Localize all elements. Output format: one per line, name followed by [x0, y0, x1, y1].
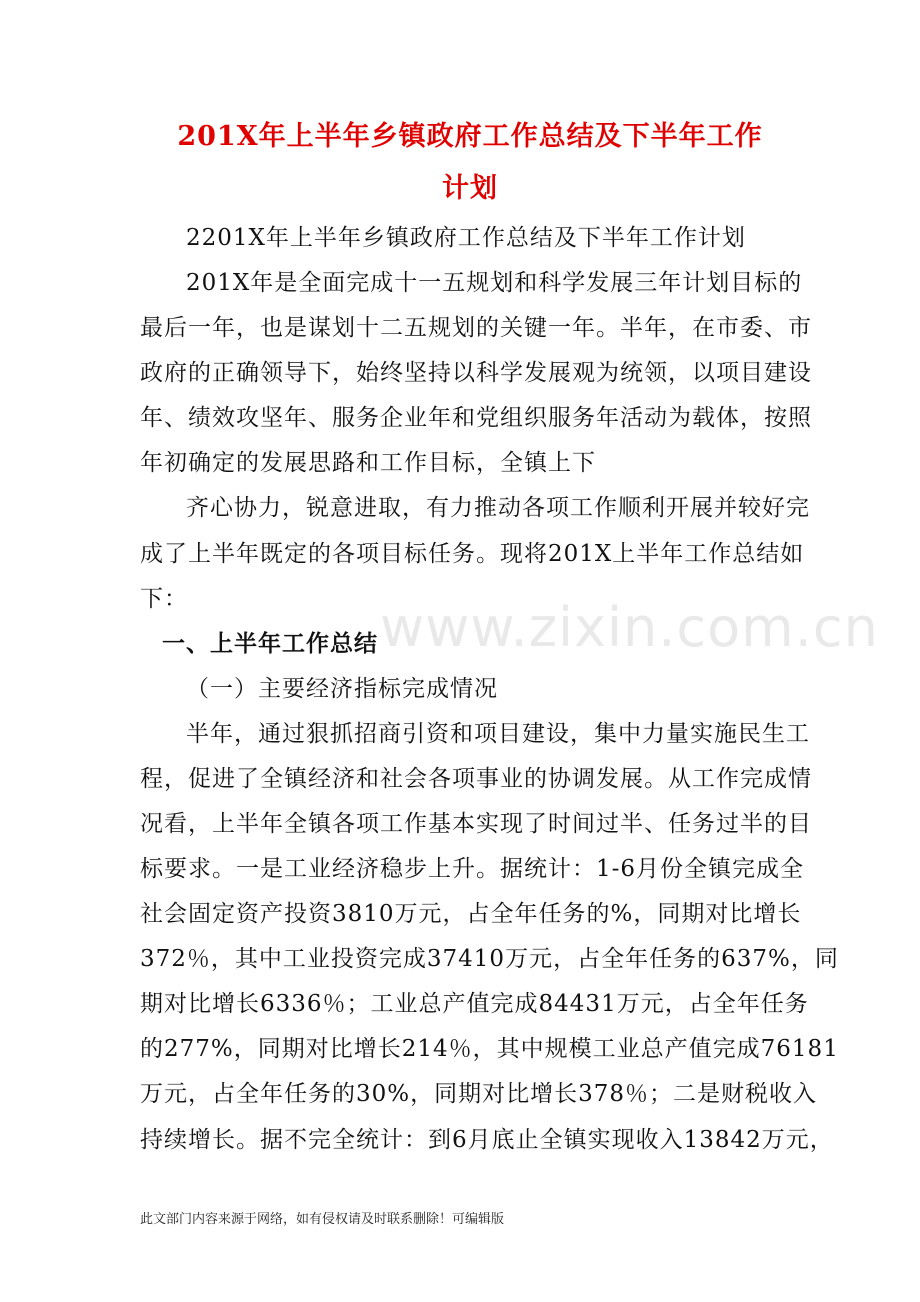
- document-subtitle: 2201X年上半年乡镇政府工作总结及下半年工作计划: [186, 225, 746, 251]
- paragraph-line: 的277%，同期对比增长214％，其中规模工业总产值完成76181: [140, 1036, 839, 1062]
- footer-disclaimer: 此文部门内容来源于网络，如有侵权请及时联系删除！可编辑版: [140, 1212, 505, 1227]
- paragraph-line: 况看，上半年全镇各项工作基本实现了时间过半、任务过半的目: [140, 811, 812, 837]
- paragraph-line: 齐心协力，锐意进取，有力推动各项工作顺利开展并较好完: [186, 495, 810, 521]
- paragraph-line: 成了上半年既定的各项目标任务。现将201X上半年工作总结如: [140, 541, 805, 567]
- document-title-line-1: 201X年上半年乡镇政府工作总结及下半年工作: [177, 121, 763, 152]
- paragraph-line: 程，促进了全镇经济和社会各项事业的协调发展。从工作完成情: [140, 766, 812, 792]
- paragraph-line: 标要求。一是工业经济稳步上升。据统计：1-6月份全镇完成全: [140, 856, 805, 882]
- paragraph-line: 半年，通过狠抓招商引资和项目建设，集中力量实施民生工: [186, 721, 810, 747]
- paragraph-line: 持续增长。据不完全统计：到6月底止全镇实现收入13842万元，: [140, 1127, 834, 1153]
- paragraph-line: 最后一年，也是谋划十二五规划的关键一年。半年，在市委、市: [140, 315, 812, 341]
- paragraph-line: 372％，其中工业投资完成37410万元，占全年任务的637%，同: [140, 946, 839, 972]
- paragraph-line: 201X年是全面完成十一五规划和科学发展三年计划目标的: [186, 270, 803, 296]
- subsection-heading: （一）主要经济指标完成情况: [186, 676, 498, 702]
- paragraph-line: 政府的正确领导下，始终坚持以科学发展观为统领，以项目建设: [140, 360, 812, 386]
- paragraph-line: 年、绩效攻坚年、服务企业年和党组织服务年活动为载体，按照: [140, 405, 812, 431]
- paragraph-line: 期对比增长6336％；工业总产值完成84431万元，占全年任务: [140, 991, 809, 1017]
- section-heading: 一、上半年工作总结: [162, 630, 378, 657]
- paragraph-line: 年初确定的发展思路和工作目标，全镇上下: [140, 450, 596, 476]
- watermark: www.zixin.com.cn: [380, 596, 879, 659]
- document-title-line-2: 计划: [442, 173, 498, 204]
- paragraph-line: 社会固定资产投资3810万元，占全年任务的%，同期对比增长: [140, 901, 802, 927]
- paragraph-line: 万元，占全年任务的30%，同期对比增长378％；二是财税收入: [140, 1081, 818, 1107]
- paragraph-line: 下：: [140, 586, 188, 612]
